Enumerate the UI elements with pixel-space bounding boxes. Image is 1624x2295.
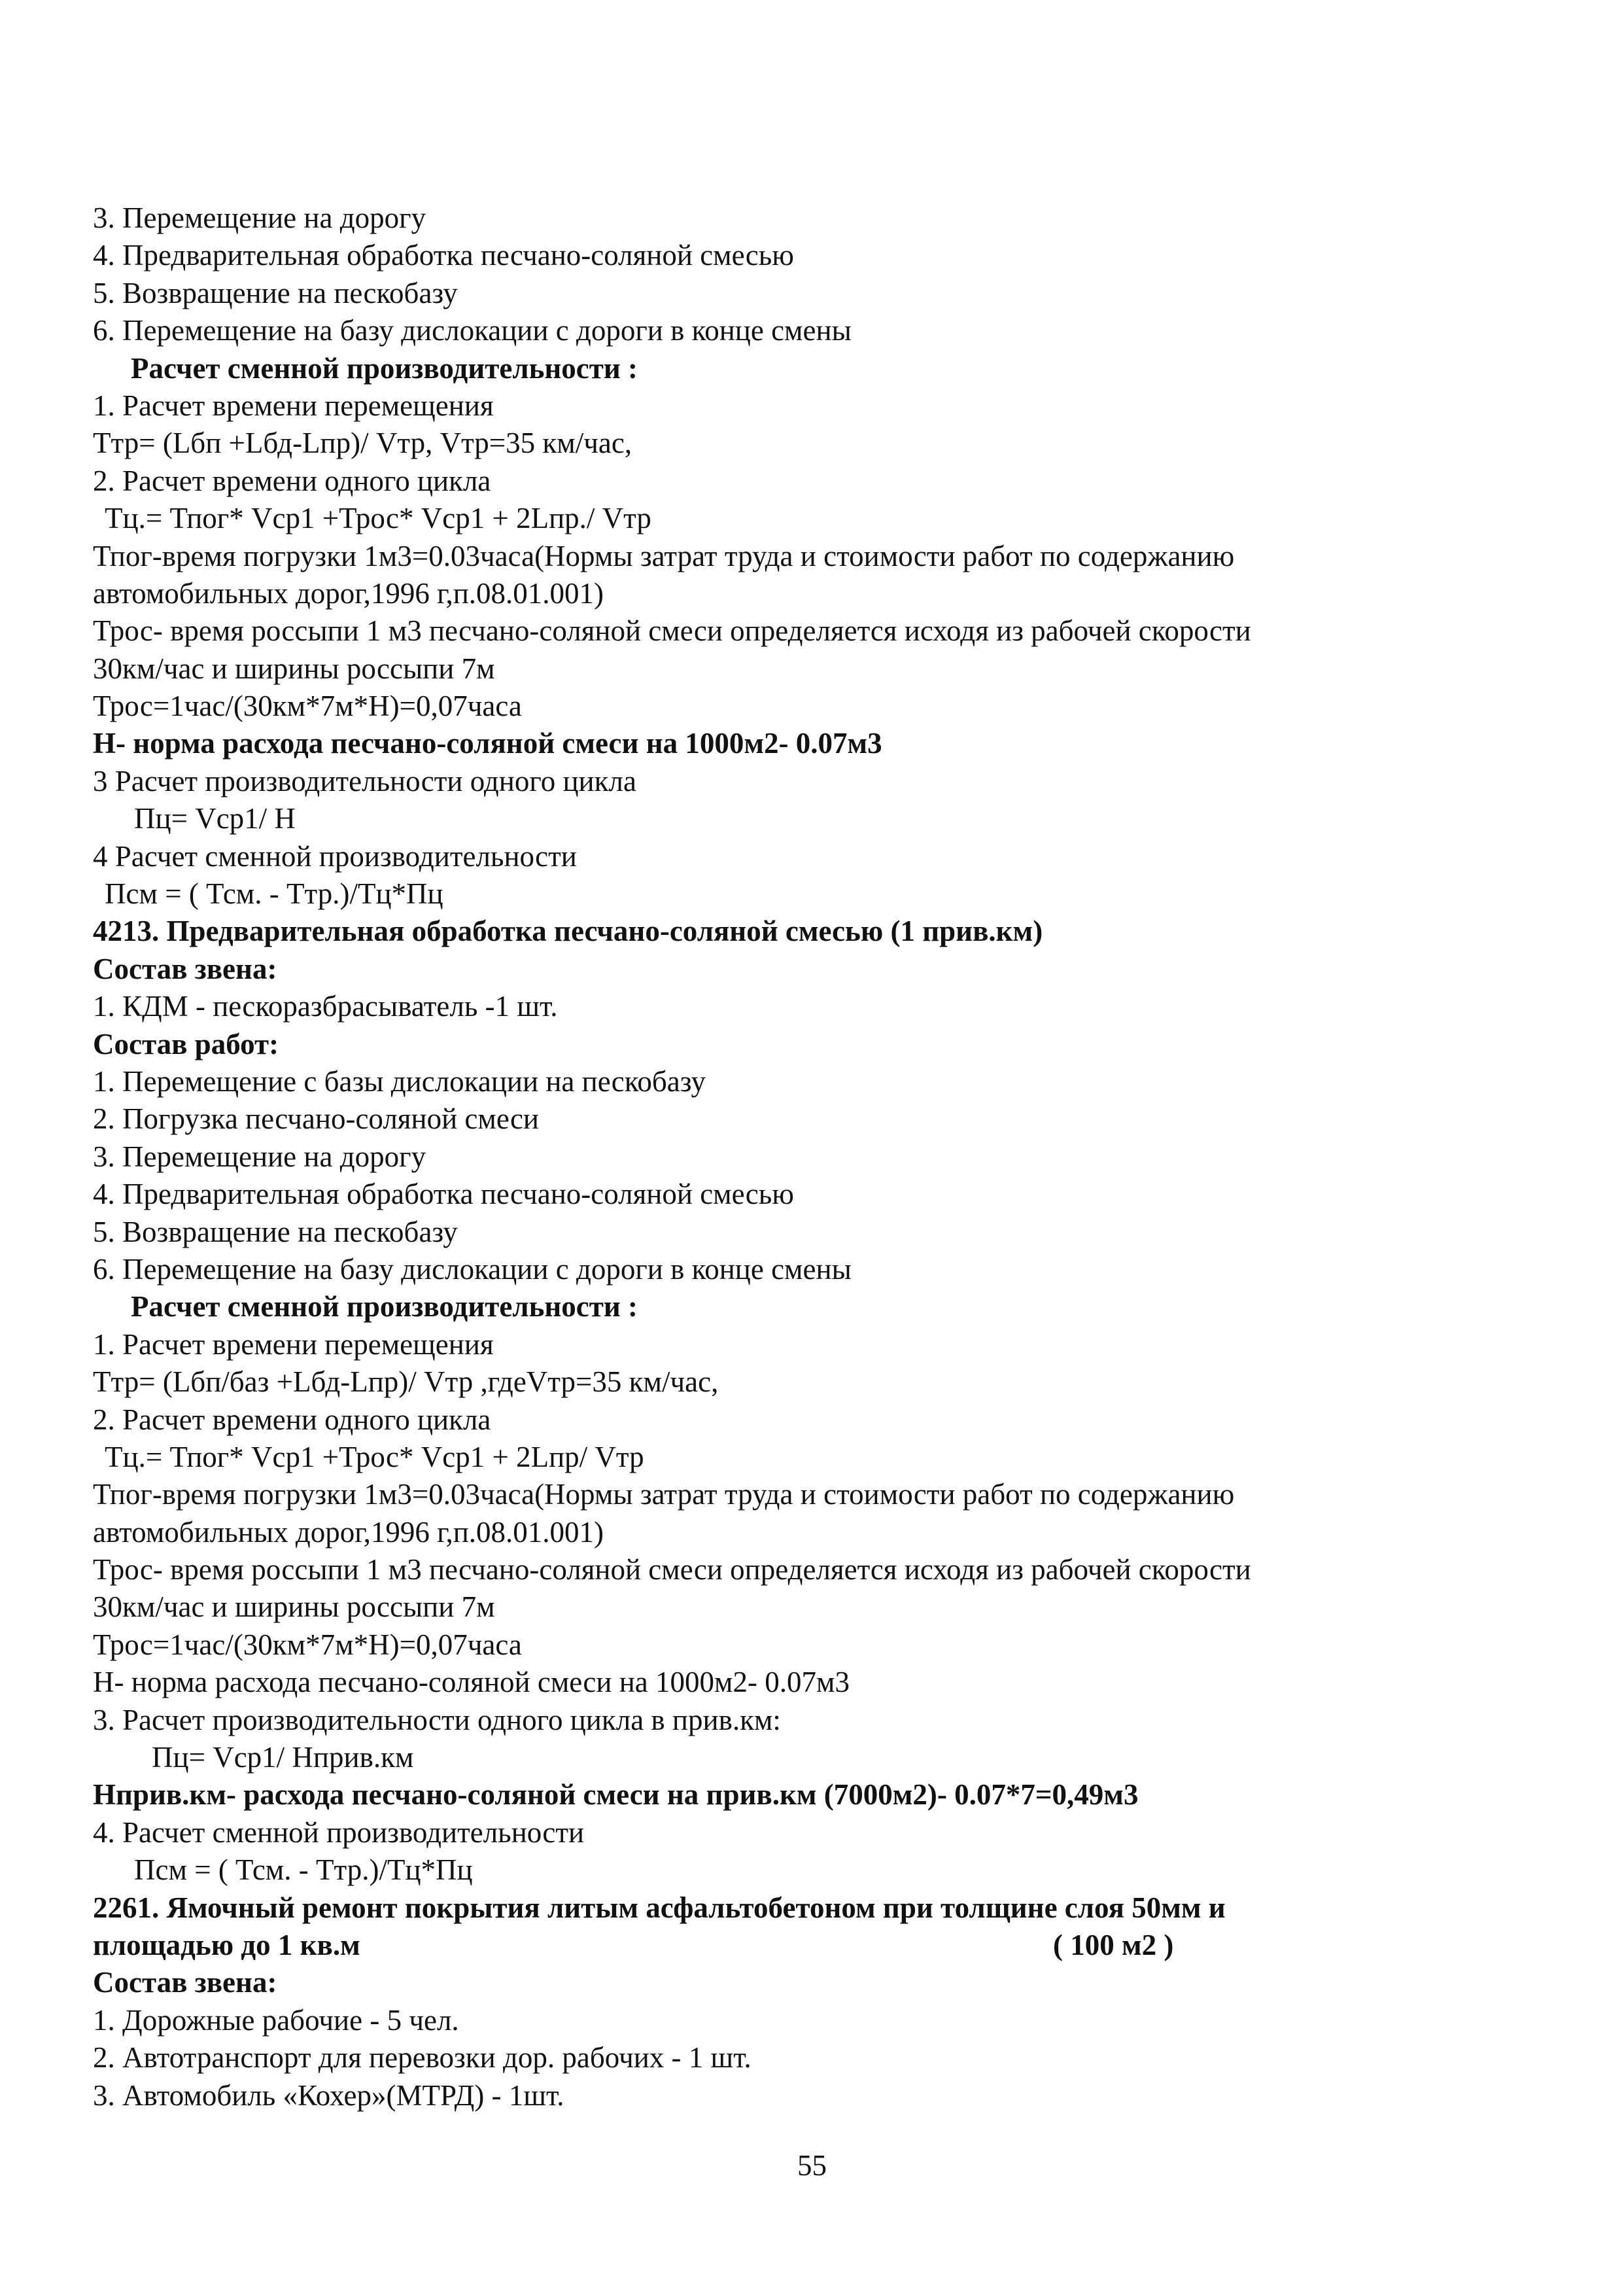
list-item: 5. Возвращение на пескобазу (93, 1215, 458, 1248)
subsection-heading: Состав работ: (93, 1027, 279, 1060)
list-item: 2. Расчет времени одного цикла (93, 1403, 491, 1436)
list-item: 2. Погрузка песчано-соляной смеси (93, 1102, 540, 1136)
paragraph-line: Тпог-время погрузки 1м3=0.03часа(Нормы затрат труда и стоимости работ по содержанию (93, 539, 1235, 572)
list-item: 4. Предварительная обработка песчано-соляной смесью (93, 1178, 794, 1211)
paragraph-line: Трос- время россыпи 1 м3 песчано-соляной смеси определяется исходя из рабочей скорости (93, 614, 1251, 648)
list-item: 1. Дорожные рабочие - 5 чел. (93, 2003, 459, 2037)
list-item: 3. Перемещение на дорогу (93, 201, 426, 234)
list-item: 5. Возвращение на пескобазу (93, 276, 458, 309)
list-item: 3. Расчет производительности одного цикла в прив.км: (93, 1703, 781, 1736)
formula: Ттр= (Lбп/баз +Lбд-Lпр)/ Vтр ,гдеVтр=35 км/час, (93, 1365, 719, 1399)
heading-text: площадью до 1 кв.м (93, 1928, 360, 1961)
list-item: 6. Перемещение на базу дислокации с дороги в конце смены (93, 314, 852, 347)
section-heading: Расчет сменной производительности : (131, 351, 638, 385)
unit-label: ( 100 м2 ) (1053, 1928, 1174, 1961)
page-number: 55 (797, 2149, 827, 2182)
section-heading: 2261. Ямочный ремонт покрытия литым асфальтобетоном при толщине слоя 50мм и (93, 1891, 1226, 1924)
paragraph-line: Н- норма расхода песчано-соляной смеси на 1000м2- 0.07м3 (93, 1666, 850, 1699)
formula: Тц.= Тпог* Vср1 +Трос* Vср1 + 2Lпр/ Vтр (105, 1440, 644, 1473)
formula: Ттр= (Lбп +Lбд-Lпр)/ Vтр, Vтр=35 км/час, (93, 427, 632, 460)
list-item: 1. КДМ - пескоразбрасыватель -1 шт. (93, 990, 558, 1023)
paragraph-line: Трос- время россыпи 1 м3 песчано-соляной смеси определяется исходя из рабочей скорости (93, 1553, 1251, 1586)
list-item: 1. Расчет времени перемещения (93, 389, 494, 422)
formula: Псм = ( Тсм. - Ттр.)/Тц*Пц (105, 877, 443, 911)
paragraph-line: автомобильных дорог,1996 г,п.08.01.001) (93, 576, 604, 610)
list-item: 4. Расчет сменной производительности (93, 1815, 585, 1849)
formula: Пц= Vср1/ Нприв.км (152, 1741, 414, 1774)
formula: Трос=1час/(30км*7м*Н)=0,07часа (93, 690, 522, 723)
list-item: 3 Расчет производительности одного цикла (93, 764, 636, 797)
formula: Тц.= Тпог* Vср1 +Трос* Vср1 + 2Lпр./ Vтр (105, 502, 651, 535)
list-item: 3. Автомобиль «Кохер»(МТРД) - 1шт. (93, 2078, 564, 2112)
paragraph-line: 30км/час и ширины россыпи 7м (93, 1590, 495, 1624)
section-heading: Расчет сменной производительности : (131, 1290, 638, 1323)
list-item: 1. Расчет времени перемещения (93, 1327, 494, 1361)
list-item: 3. Перемещение на дорогу (93, 1140, 426, 1173)
formula: Пц= Vср1/ Н (134, 802, 296, 835)
formula: Трос=1час/(30км*7м*Н)=0,07часа (93, 1628, 522, 1661)
text-body (0, 200, 1624, 2114)
formula: Псм = ( Тсм. - Ттр.)/Тц*Пц (134, 1853, 473, 1887)
paragraph-line: Тпог-время погрузки 1м3=0.03часа(Нормы затрат труда и стоимости работ по содержанию (93, 1478, 1235, 1511)
subsection-heading: Состав звена: (93, 952, 277, 985)
list-item: 2. Расчет времени одного цикла (93, 464, 491, 497)
bold-note: Н- норма расхода песчано-соляной смеси на 1000м2- 0.07м3 (93, 727, 882, 760)
paragraph-line: автомобильных дорог,1996 г,п.08.01.001) (93, 1515, 604, 1549)
section-heading-continued (0, 1927, 1624, 1964)
list-item: 6. Перемещение на базу дислокации с дороги в конце смены (93, 1252, 852, 1286)
list-item: 4 Расчет сменной производительности (93, 839, 577, 873)
list-item: 4. Предварительная обработка песчано-соляной смесью (93, 239, 794, 272)
section-heading: 4213. Предварительная обработка песчано-соляной смесью (1 прив.км) (93, 915, 1043, 948)
subsection-heading: Состав звена: (93, 1966, 277, 1999)
bold-note: Нприв.км- расхода песчано-соляной смеси на прив.км (7000м2)- 0.07*7=0,49м3 (93, 1778, 1139, 1812)
list-item: 2. Автотранспорт для перевозки дор. рабочих - 1 шт. (93, 2041, 752, 2075)
list-item: 1. Перемещение с базы дислокации на пескобазу (93, 1064, 706, 1098)
paragraph-line: 30км/час и ширины россыпи 7м (93, 652, 495, 685)
